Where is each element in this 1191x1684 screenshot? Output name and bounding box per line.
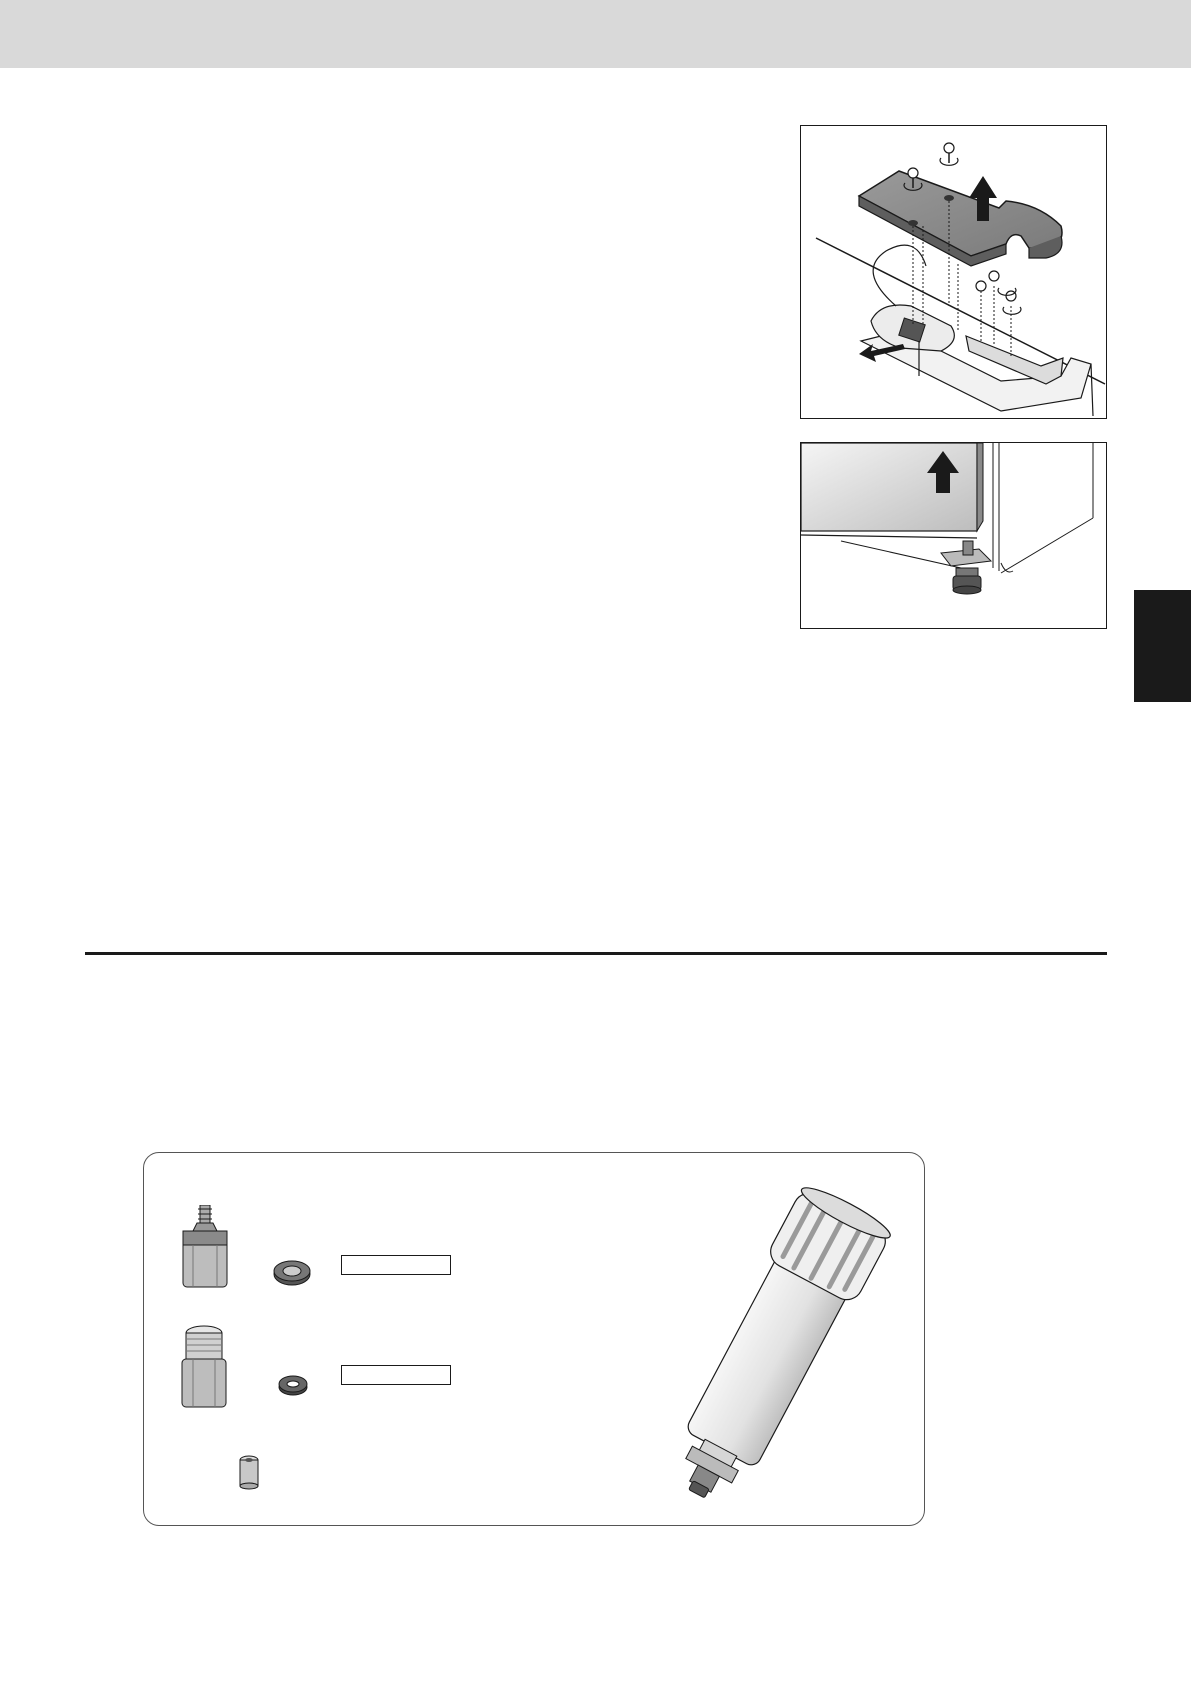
- part-label-2: [341, 1365, 451, 1385]
- figure-panel-lift: [800, 442, 1107, 629]
- figure-cover-plate-removal: [800, 125, 1107, 419]
- section-divider: [85, 952, 1107, 955]
- adjustable-foot: [941, 541, 991, 594]
- chapter-tab: [1134, 590, 1191, 702]
- cover-plate-illustration: [801, 126, 1106, 418]
- front-panel: [801, 443, 977, 531]
- threaded-adapter: [176, 1323, 232, 1411]
- parts-panel: [143, 1152, 925, 1526]
- small-nut: [237, 1455, 261, 1491]
- bracket-screws: [976, 271, 1021, 314]
- header-bar: [0, 0, 1191, 68]
- adapter-with-nipple: [179, 1205, 231, 1293]
- water-filter-cartridge: [644, 1183, 904, 1513]
- panel-lift-illustration: [801, 443, 1106, 628]
- part-label-1: [341, 1255, 451, 1275]
- screen-washer: [272, 1257, 312, 1287]
- flat-washer: [277, 1373, 309, 1397]
- wire: [873, 245, 926, 306]
